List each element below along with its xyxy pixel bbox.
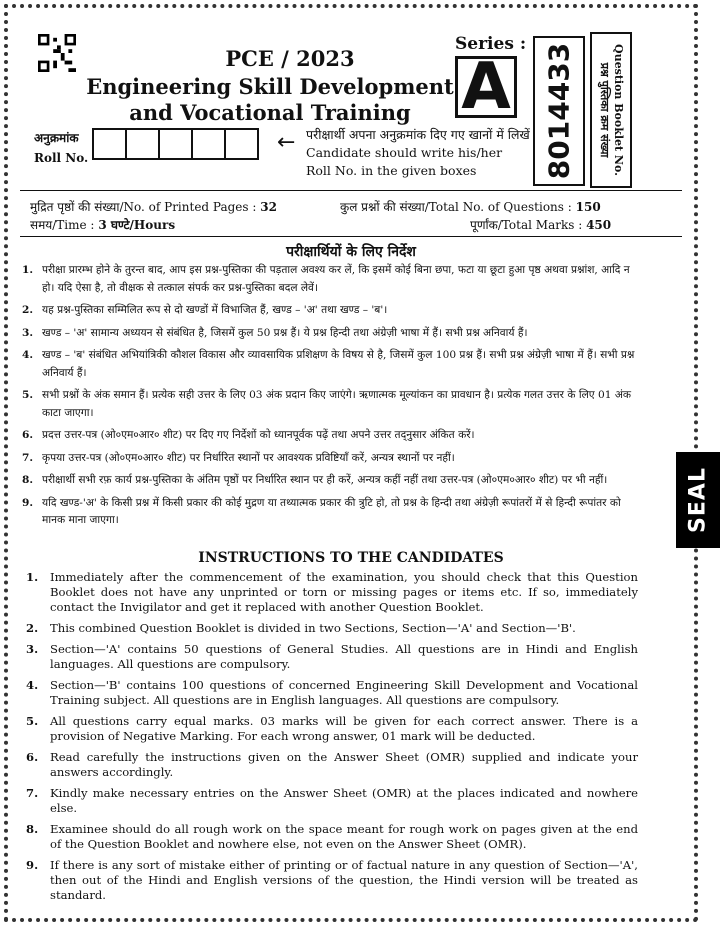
seal-tab xyxy=(676,452,720,548)
list-item: 5. सभी प्रश्नों के अंक समान हैं। प्रत्येक सही उत्तर के लिए 03 अंक प्रदान किए जाएंगे। ऋणात्मक मूल्यांकन का प्रावधान है। प्रत्येक गलत उत्तर के लिए 01 अंक काटा जाएगा। xyxy=(22,389,632,419)
time-allowed xyxy=(30,216,175,233)
roll-digit-box[interactable] xyxy=(92,128,127,160)
roll-label-en: Roll No. xyxy=(34,151,89,165)
roll-label xyxy=(34,128,88,168)
booklet-label-en: Question Booklet No. xyxy=(612,44,625,176)
list-item: 8. Examinee should do all rough work on the space meant for rough work on pages given at the end of the Question Booklet and nowhere else, not even on the Answer Sheet (OMR). xyxy=(26,822,638,851)
roll-number-boxes[interactable] xyxy=(92,128,257,160)
booklet-label-hi: प्रश्न पुस्तिका क्रम संख्या xyxy=(598,62,611,158)
subject-title-line2: and Vocational Training xyxy=(129,100,411,125)
series-box xyxy=(455,50,517,124)
roll-note-en2: Roll No. in the given boxes xyxy=(306,163,477,178)
series-label: Series : xyxy=(455,34,527,54)
list-item: 9. यदि खण्ड-'अ' के किसी प्रश्न में किसी प्रकार की कोई मुद्रण या तथ्यात्मक प्रकार की त्रुटि हो, तो प्रश्न के हिन्दी तथा अंग्रेज़ी रूपांतरों में से हिन्दी रूपांतर को मानक माना जाएगा। xyxy=(22,496,621,526)
list-item: 3. Section—'A' contains 50 questions of General Studies. All questions are in Hindi and English languages. All questions are compulsory. xyxy=(26,642,638,671)
english-instructions-list xyxy=(26,570,638,909)
total-questions-label: कुल प्रश्नों की संख्या/Total No. of Questions : xyxy=(340,200,572,214)
total-questions-value: 150 xyxy=(575,200,601,214)
total-marks-label: पूर्णांक/Total Marks : xyxy=(470,218,583,232)
booklet-number-box xyxy=(533,36,585,186)
roll-instruction xyxy=(306,126,530,180)
hindi-instructions-heading: परीक्षार्थियों के लिए निर्देश xyxy=(286,244,416,260)
list-item: 1. परीक्षा प्रारम्भ होने के तुरन्त बाद, आप इस प्रश्न-पुस्तिका की पड़ताल अवश्य कर लें, कि इसमें कोई बिना छपा, फटा या छूटा हुआ पृष्ठ अथवा प्रश्नांश, आदि न हो। यदि ऐसा है, तो वीक्षक से तत्काल संपर्क कर प्रश्न-पुस्तिका बदल लेवें। xyxy=(22,264,630,294)
total-marks xyxy=(470,216,611,233)
list-item: 6. प्रदत्त उत्तर-पत्र (ओ०एम०आर० शीट) पर दिए गए निर्देशों को ध्यानपूर्वक पढ़ें तथा अपने उत्तर तद्नुसार अंकित करें। xyxy=(22,429,475,441)
exam-code: PCE / 2023 xyxy=(225,46,355,71)
subject-title-line1: Engineering Skill Development xyxy=(86,74,454,99)
list-item: 8. परीक्षार्थी सभी रफ़ कार्य प्रश्न-पुस्तिका के अंतिम पृष्ठों पर निर्धारित स्थान पर ही करें, अन्यत्र कहीं नहीं तथा उत्तर-पत्र (ओ०एम०आर० शीट) पर भी नहीं। xyxy=(22,474,608,486)
total-questions xyxy=(340,198,601,215)
roll-digit-box[interactable] xyxy=(191,128,226,160)
list-item: 4. खण्ड – 'ब' संबंधित अभियांत्रिकी कौशल विकास और व्यावसायिक प्रशिक्षण के विषय से है, जिसमें कुल 100 प्रश्न हैं। सभी प्रश्न अंग्रेज़ी भाषा में हैं। सभी प्रश्न अनिवार्य हैं। xyxy=(22,349,635,379)
list-item: 4. Section—'B' contains 100 questions of concerned Engineering Skill Development and Vocational Training subject. All questions are in English languages. All questions are compulsory. xyxy=(26,678,638,707)
left-arrow-icon: ← xyxy=(277,130,296,155)
booklet-number: 8014433 xyxy=(542,42,576,180)
roll-note-en1: Candidate should write his/her xyxy=(306,145,503,160)
english-instructions-heading: INSTRUCTIONS TO THE CANDIDATES xyxy=(198,550,504,566)
list-item: 3. खण्ड – 'अ' सामान्य अध्ययन से संबंधित है, जिसमें कुल 50 प्रश्न हैं। ये प्रश्न हिन्दी तथा अंग्रेज़ी भाषा में हैं। सभी प्रश्न अनिवार्य हैं। xyxy=(22,326,528,339)
printed-pages-value: 32 xyxy=(260,200,277,214)
list-item: 2. यह प्रश्न-पुस्तिका सम्मिलित रूप से दो खण्डों में विभाजित हैं, खण्ड – 'अ' तथा खण्ड – 'ब'। xyxy=(22,304,388,316)
roll-digit-box[interactable] xyxy=(158,128,193,160)
printed-pages-label: मुद्रित पृष्ठों की संख्या/No. of Printed Pages : xyxy=(30,200,257,214)
hindi-instructions-list xyxy=(14,262,642,535)
time-value: 3 घण्टे/Hours xyxy=(98,218,176,232)
booklet-label-box xyxy=(590,32,632,188)
list-item: 5. All questions carry equal marks. 03 marks will be given for each correct answer. There is a provision of Negative Marking. For each wrong answer, 01 mark will be deducted. xyxy=(26,714,638,743)
list-item: 7. कृपया उत्तर-पत्र (ओ०एम०आर० शीट) पर निर्धारित स्थानों पर आवश्यक प्रविष्टियाँ करें, अन्यत्र स्थानों पर नहीं। xyxy=(22,451,455,464)
roll-digit-box[interactable] xyxy=(224,128,259,160)
list-item: 6. Read carefully the instructions given on the Answer Sheet (OMR) supplied and indicate your answers accordingly. xyxy=(26,750,638,779)
roll-label-hi: अनुक्रमांक xyxy=(34,131,79,145)
divider xyxy=(20,236,682,237)
list-item: 1. Immediately after the commencement of the examination, you should check that this Question Booklet does not have any unprinted or torn or missing pages or items etc. If so, immediately contact the Invigilator and get it replaced with another Question Booklet. xyxy=(26,570,638,614)
seal-label: SEAL xyxy=(685,467,711,533)
roll-digit-box[interactable] xyxy=(125,128,160,160)
list-item: 7. Kindly make necessary entries on the Answer Sheet (OMR) at the places indicated and nowhere else. xyxy=(26,786,638,815)
list-item: 9. If there is any sort of mistake either of printing or of factual nature in any question of Section—'A', then out of the Hindi and English versions of the question, the Hindi version will be treated as standard. xyxy=(26,858,638,902)
printed-pages xyxy=(30,198,277,215)
booklet-label xyxy=(597,44,625,176)
list-item: 2. This combined Question Booklet is divided in two Sections, Section—'A' and Section—'B'. xyxy=(26,621,576,635)
total-marks-value: 450 xyxy=(586,218,612,232)
divider xyxy=(20,190,682,191)
time-label: समय/Time : xyxy=(30,218,95,232)
roll-note-hi: परीक्षार्थी अपना अनुक्रमांक दिए गए खानों में लिखें xyxy=(306,127,530,142)
series-value: A xyxy=(461,50,511,124)
